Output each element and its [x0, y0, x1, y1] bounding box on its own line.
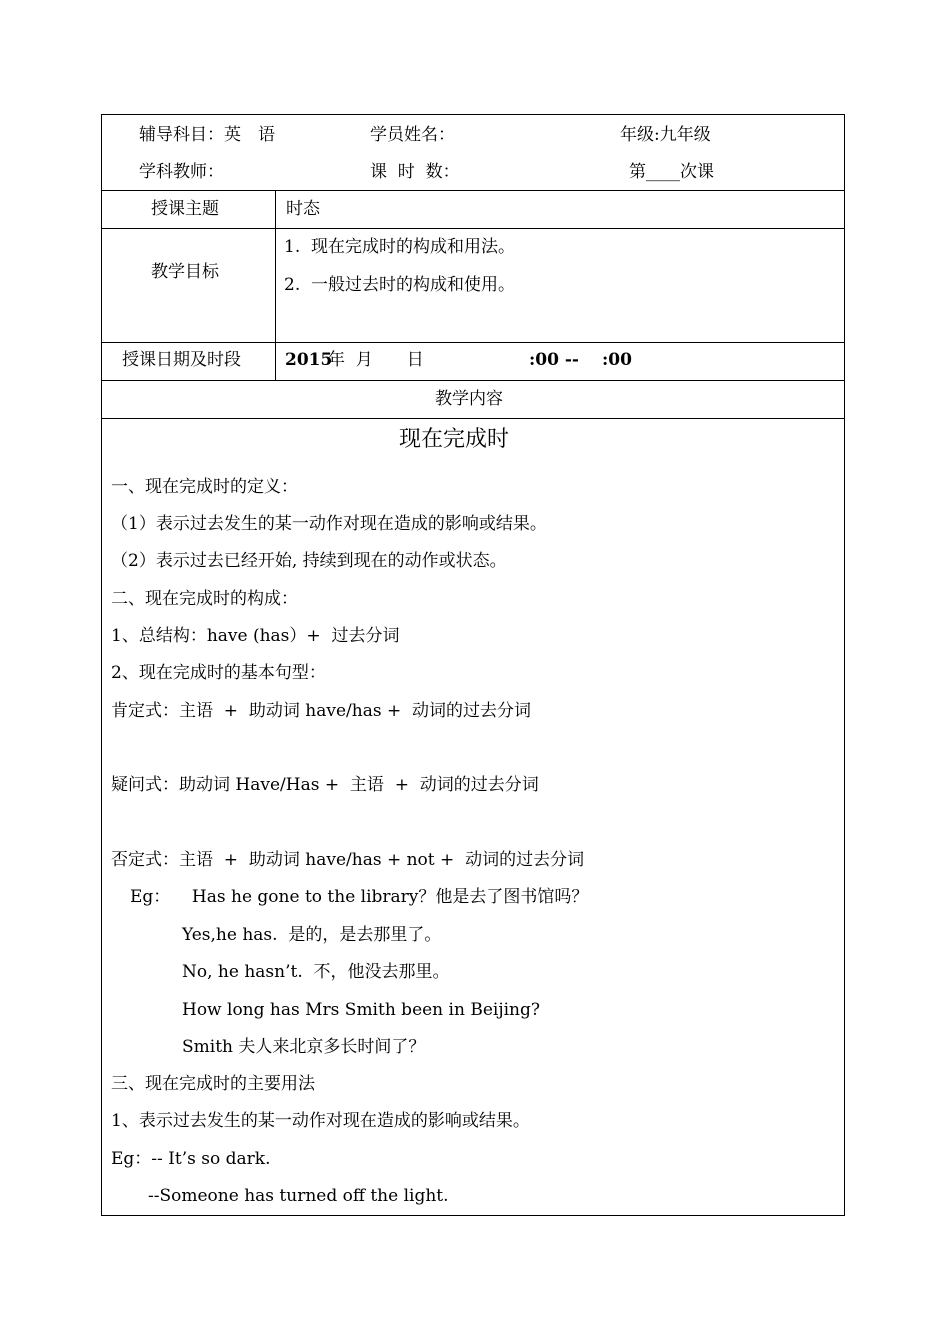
- goal-item: 1. 现在完成时的构成和用法。: [284, 237, 516, 257]
- teacher-label: 学科教师：: [139, 162, 224, 182]
- topic-value: 时态: [286, 199, 320, 219]
- content-label: 教学内容: [435, 389, 503, 409]
- content-line: 疑问式：助动词 Have/Has + 主语 + 动词的过去分词: [111, 775, 539, 795]
- example-line: Smith 夫人来北京多长时间了？: [182, 1037, 426, 1057]
- content-line: 2、现在完成时的基本句型：: [111, 663, 326, 683]
- example-line: How long has Mrs Smith been in Beijing?: [182, 1000, 540, 1020]
- date-label: 授课日期及时段: [122, 350, 241, 370]
- content-line: （1）表示过去发生的某一动作对现在造成的影响或结果。: [111, 514, 547, 534]
- lesson-plan-table: [101, 114, 845, 1216]
- row-divider: [102, 418, 844, 419]
- date-year: 2015: [285, 350, 333, 370]
- example-line: Eg：-- It’s so dark.: [111, 1149, 271, 1169]
- example-line: Eg： Has he gone to the library？他是去了图书馆吗？: [130, 887, 589, 907]
- content-line: 三、现在完成时的主要用法: [111, 1074, 315, 1094]
- content-line: 否定式：主语 + 助动词 have/has + not + 动词的过去分词: [111, 850, 585, 870]
- content-line: 肯定式：主语 + 助动词 have/has + 动词的过去分词: [111, 701, 532, 721]
- content-line: 1、表示过去发生的某一动作对现在造成的影响或结果。: [111, 1111, 530, 1131]
- example-line: --Someone has turned off the light.: [148, 1186, 449, 1206]
- grade-label: 年级:九年级: [620, 125, 711, 145]
- row-divider: [102, 380, 844, 381]
- student-name-label: 学员姓名：: [370, 125, 455, 145]
- column-divider: [275, 190, 276, 380]
- time-end: :00: [602, 350, 632, 370]
- time-start: :00 --: [529, 350, 579, 370]
- content-line: 一、现在完成时的定义：: [111, 477, 298, 497]
- content-title: 现在完成时: [399, 427, 510, 452]
- content-line: 1、总结构：have (has）+ 过去分词: [111, 626, 400, 646]
- goals-label: 教学目标: [151, 262, 219, 282]
- content-line: （2）表示过去已经开始, 持续到现在的动作或状态。: [111, 551, 507, 571]
- date-month-day: 年 月 日: [328, 350, 424, 370]
- subject-label: 辅导科目：英 语: [139, 125, 275, 145]
- row-divider: [102, 228, 844, 229]
- example-line: Yes,he has. 是的，是去那里了。: [182, 925, 442, 945]
- row-divider: [102, 190, 844, 191]
- row-divider: [102, 342, 844, 343]
- lesson-number-label: 第____次课: [629, 162, 714, 182]
- example-line: No, he hasn’t. 不，他没去那里。: [182, 962, 450, 982]
- lesson-hours-label: 课 时 数：: [370, 162, 460, 182]
- goal-item: 2. 一般过去时的构成和使用。: [284, 275, 516, 295]
- topic-label: 授课主题: [151, 199, 219, 219]
- content-line: 二、现在完成时的构成：: [111, 589, 298, 609]
